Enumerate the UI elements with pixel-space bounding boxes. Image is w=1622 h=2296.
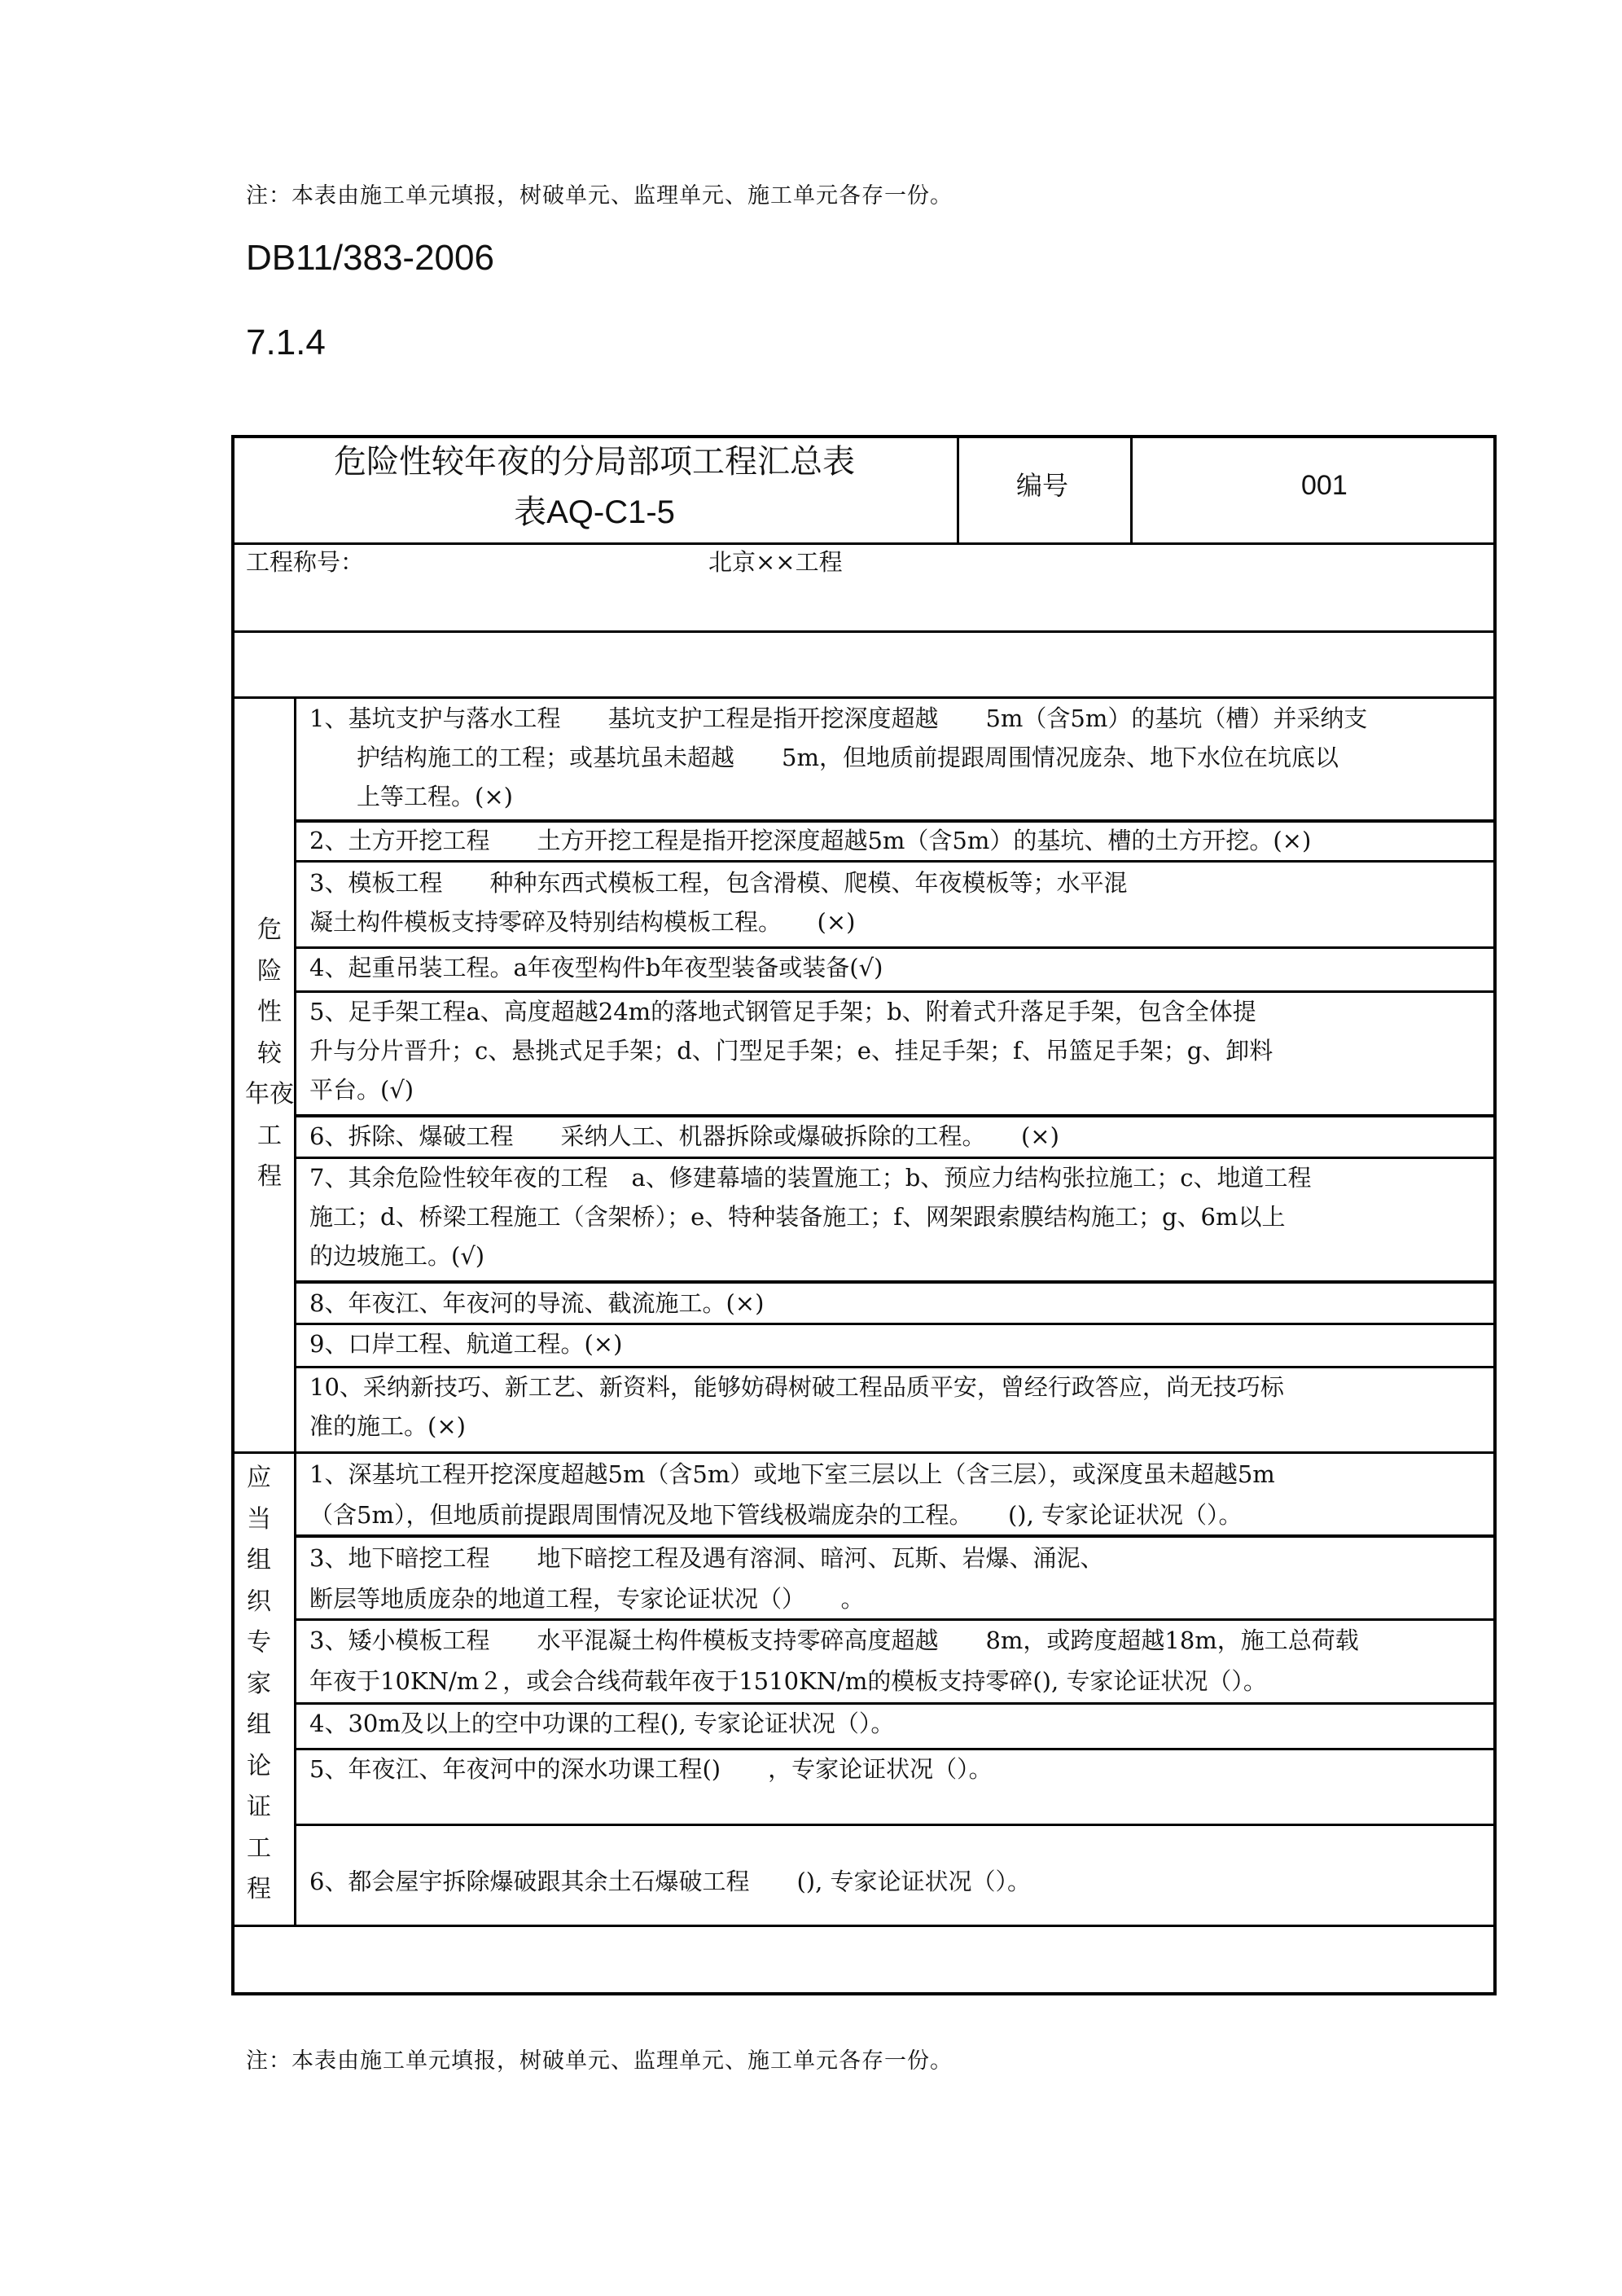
divider — [296, 990, 1495, 993]
divider — [296, 1157, 1495, 1159]
section-b-item-2-line: 断层等地质庞杂的地道工程，专家论证状况（） 。 — [309, 1585, 865, 1613]
section-label-char: 组 — [247, 1710, 271, 1739]
divider — [296, 1618, 1495, 1621]
section-label-char: 性 — [257, 998, 282, 1026]
section-label-char: 工 — [257, 1121, 282, 1150]
section-label-char: 论 — [247, 1751, 271, 1780]
section-a-item-3-line: 3、模板工程 种种东西式模板工程，包含滑模、爬模、年夜模板等；水平混 — [309, 869, 1128, 897]
section-label-char: 证 — [247, 1793, 271, 1821]
section-label-char: 工 — [247, 1833, 271, 1863]
section-a-item-4-line: 4、起重吊装工程。a年夜型构件b年夜型装备或装备(√) — [309, 954, 883, 981]
number-label: 编号 — [1016, 470, 1069, 501]
section-label-char: 织 — [247, 1587, 271, 1616]
section-a-item-3-line: 凝土构件模板支持零碎及特别结构模板工程。 (×) — [309, 908, 856, 936]
section-label-char: 危 — [257, 915, 282, 944]
project-value: 北京××工程 — [708, 548, 843, 576]
section-a-item-1-line: 护结构施工的工程；或基坑虽未超越 5m，但地质前提跟周围情况庞杂、地下水位在坑底以 — [309, 744, 1339, 771]
section-label-char: 专 — [247, 1628, 271, 1657]
divider — [1130, 437, 1133, 544]
section-b-item-5-line: 5、年夜江、年夜河中的深水功课工程() ，专家论证状况（）。 — [309, 1755, 993, 1783]
section-b-item-3-line: 3、矮小模板工程 水平混凝土构件模板支持零碎高度超越 8m，或跨度超越18m，施工总荷载 — [309, 1627, 1359, 1654]
section-a-item-10-line: 10、采纳新技巧、新工艺、新资料，能够妨碍树破工程品质平安，曾经行政答应，尚无技巧标 — [309, 1373, 1284, 1401]
divider — [296, 1280, 1495, 1284]
project-label: 工程称号： — [246, 548, 365, 576]
divider — [957, 437, 959, 544]
section-b-item-6-line: 6、都会屋宇拆除爆破跟其余土石爆破工程 (), 专家论证状况（）。 — [309, 1868, 1032, 1895]
section-label-char: 程 — [257, 1162, 282, 1191]
form-code: 表AQ-C1-5 — [514, 494, 675, 530]
section-label-char: 程 — [247, 1875, 271, 1903]
divider — [296, 1748, 1495, 1750]
section-label-char: 当 — [247, 1504, 271, 1534]
section-a-item-1-line: 上等工程。(×) — [309, 783, 513, 810]
divider — [233, 696, 1495, 699]
divider — [296, 1323, 1495, 1325]
section-number: 7.1.4 — [246, 323, 326, 362]
bottom-note: 注：本表由施工单元填报，树破单元、监理单元、施工单元各存一份。 — [246, 2048, 953, 2074]
section-a-item-7-line: 7、其余危险性较年夜的工程 a、修建幕墙的装置施工；b、预应力结构张拉施工；c、地道工程 — [309, 1164, 1312, 1192]
section-a-item-7-line: 施工；d、桥梁工程施工（含架桥）；e、特种装备施工；f、网架跟索膜结构施工；g、6m以上 — [309, 1203, 1286, 1231]
section-a-item-5-line: 5、足手架工程a、高度超越24m的落地式钢管足手架；b、附着式升落足手架，包含全体提 — [309, 998, 1256, 1025]
form-title: 危险性较年夜的分局部项工程汇总表 — [334, 443, 855, 481]
divider — [296, 819, 1495, 823]
section-a-item-1-line: 1、基坑支护与落水工程 基坑支护工程是指开挖深度超越 5m（含5m）的基坑（槽）并采纳支 — [309, 705, 1368, 732]
divider — [233, 542, 1495, 545]
divider — [233, 630, 1495, 633]
section-label-char: 组 — [247, 1546, 271, 1574]
section-a-item-10-line: 准的施工。(×) — [309, 1412, 466, 1440]
top-note: 注：本表由施工单元填报，树破单元、监理单元、施工单元各存一份。 — [246, 183, 953, 209]
section-label-char: 险 — [257, 956, 282, 986]
section-b-item-1-line: 1、深基坑工程开挖深度超越5m（含5m）或地下室三层以上（含三层），或深度虽未超越5m — [309, 1460, 1275, 1488]
divider — [296, 860, 1495, 863]
section-a-item-2-line: 2、土方开挖工程 土方开挖工程是指开挖深度超越5m（含5m）的基坑、槽的土方开挖。(×) — [309, 827, 1312, 854]
divider — [233, 1925, 1495, 1927]
divider — [233, 1451, 1495, 1454]
divider — [296, 1114, 1495, 1117]
section-label-char: 应 — [247, 1464, 271, 1492]
number-value: 001 — [1301, 470, 1348, 501]
divider — [296, 1824, 1495, 1826]
section-b-item-3-line: 年夜于10KN/m２，或会合线荷载年夜于1510KN/m的模板支持零碎(), 专家论证状况（）。 — [309, 1667, 1267, 1695]
divider — [296, 946, 1495, 949]
divider — [296, 1702, 1495, 1705]
section-b-item-2-line: 3、地下暗挖工程 地下暗挖工程及遇有溶洞、暗河、瓦斯、岩爆、涌泥、 — [309, 1544, 1104, 1572]
divider — [294, 698, 296, 1925]
section-label-char: 年夜 — [245, 1080, 294, 1108]
section-b-item-1-line: （含5m），但地质前提跟周围情况及地下管线极端庞杂的工程。 (), 专家论证状况（）。 — [309, 1501, 1243, 1529]
standard-code: DB11/383-2006 — [246, 238, 494, 278]
divider — [296, 1366, 1495, 1368]
section-a-item-9-line: 9、口岸工程、航道工程。(×) — [309, 1330, 623, 1358]
section-b-item-4-line: 4、30m及以上的空中功课的工程(), 专家论证状况（）。 — [309, 1710, 895, 1737]
divider — [296, 1534, 1495, 1538]
section-a-item-5-line: 升与分片晋升；c、悬挑式足手架；d、门型足手架；e、挂足手架；f、吊篮足手架；g、卸料 — [309, 1037, 1273, 1065]
section-a-item-6-line: 6、拆除、爆破工程 采纳人工、机器拆除或爆破拆除的工程。 (×) — [309, 1122, 1059, 1150]
section-label-char: 家 — [247, 1669, 271, 1698]
section-b-label — [241, 1458, 277, 1911]
section-label-char: 较 — [257, 1038, 282, 1068]
section-a-item-7-line: 的边坡施工。(√) — [309, 1242, 485, 1270]
section-a-item-5-line: 平台。(√) — [309, 1076, 414, 1104]
section-a-item-8-line: 8、年夜江、年夜河的导流、截流施工。(×) — [309, 1289, 765, 1317]
section-a-label — [241, 910, 298, 1198]
